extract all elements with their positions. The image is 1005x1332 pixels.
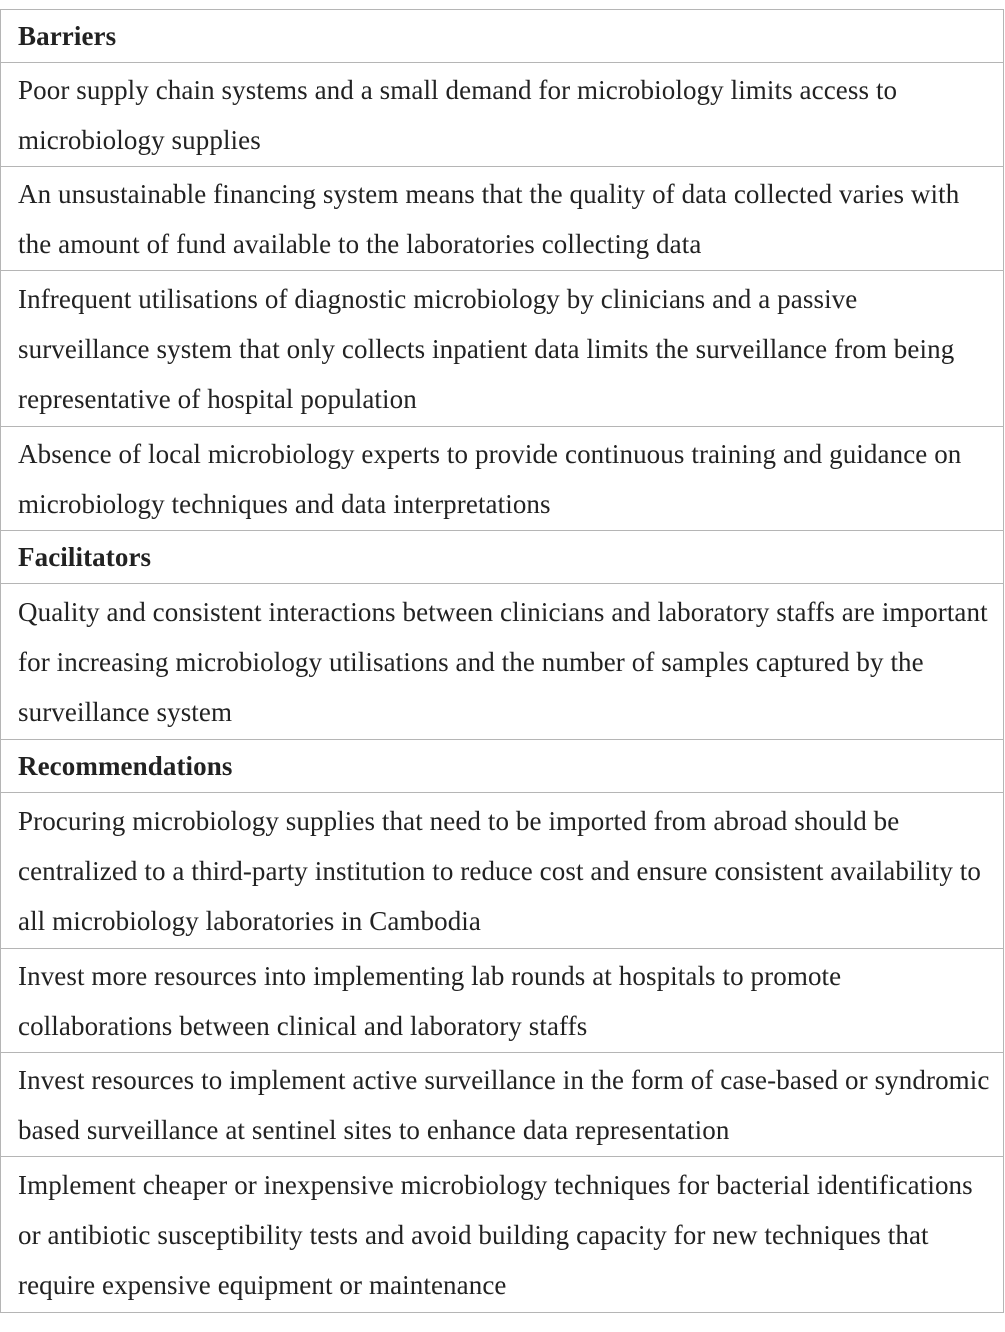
section-header-row <box>1 10 1004 63</box>
recommendation-item-2: Invest more resources into implementing lab rounds at hospitals to promote collaborations between clinical and laboratory staffs <box>1 949 1004 1053</box>
table-row <box>1 63 1004 167</box>
table-row <box>1 1053 1004 1157</box>
table-row <box>1 1157 1004 1313</box>
table-row <box>1 949 1004 1053</box>
table-row <box>1 584 1004 740</box>
recommendations-heading: Recommendations <box>1 740 1004 793</box>
facilitator-item-1: Quality and consistent interactions between clinicians and laboratory staffs are important for increasing microbiology utilisations and the number of samples captured by the surveillance system <box>1 584 1004 740</box>
findings-table <box>0 9 1004 1313</box>
table-row <box>1 793 1004 949</box>
table-row <box>1 427 1004 531</box>
barrier-item-3: Infrequent utilisations of diagnostic microbiology by clinicians and a passive surveillance system that only collects inpatient data limits the surveillance from being representative of hospital population <box>1 271 1004 427</box>
recommendation-item-3: Invest resources to implement active surveillance in the form of case-based or syndromic based surveillance at sentinel sites to enhance data representation <box>1 1053 1004 1157</box>
barrier-item-1: Poor supply chain systems and a small demand for microbiology limits access to microbiology supplies <box>1 63 1004 167</box>
section-header-row <box>1 740 1004 793</box>
barrier-item-2: An unsustainable financing system means that the quality of data collected varies with the amount of fund available to the laboratories collecting data <box>1 167 1004 271</box>
section-header-row <box>1 531 1004 584</box>
facilitators-heading: Facilitators <box>1 531 1004 584</box>
table-row <box>1 271 1004 427</box>
recommendation-item-1: Procuring microbiology supplies that need to be imported from abroad should be centralized to a third-party institution to reduce cost and ensure consistent availability to all microbiology laboratories in Cambodia <box>1 793 1004 949</box>
findings-table-container <box>0 9 1005 1313</box>
barriers-heading: Barriers <box>1 10 1004 63</box>
recommendation-item-4: Implement cheaper or inexpensive microbiology techniques for bacterial identifications or antibiotic susceptibility tests and avoid building capacity for new techniques that require expensive equipment or maintenance <box>1 1157 1004 1313</box>
table-row <box>1 167 1004 271</box>
barrier-item-4: Absence of local microbiology experts to provide continuous training and guidance on microbiology techniques and data interpretations <box>1 427 1004 531</box>
